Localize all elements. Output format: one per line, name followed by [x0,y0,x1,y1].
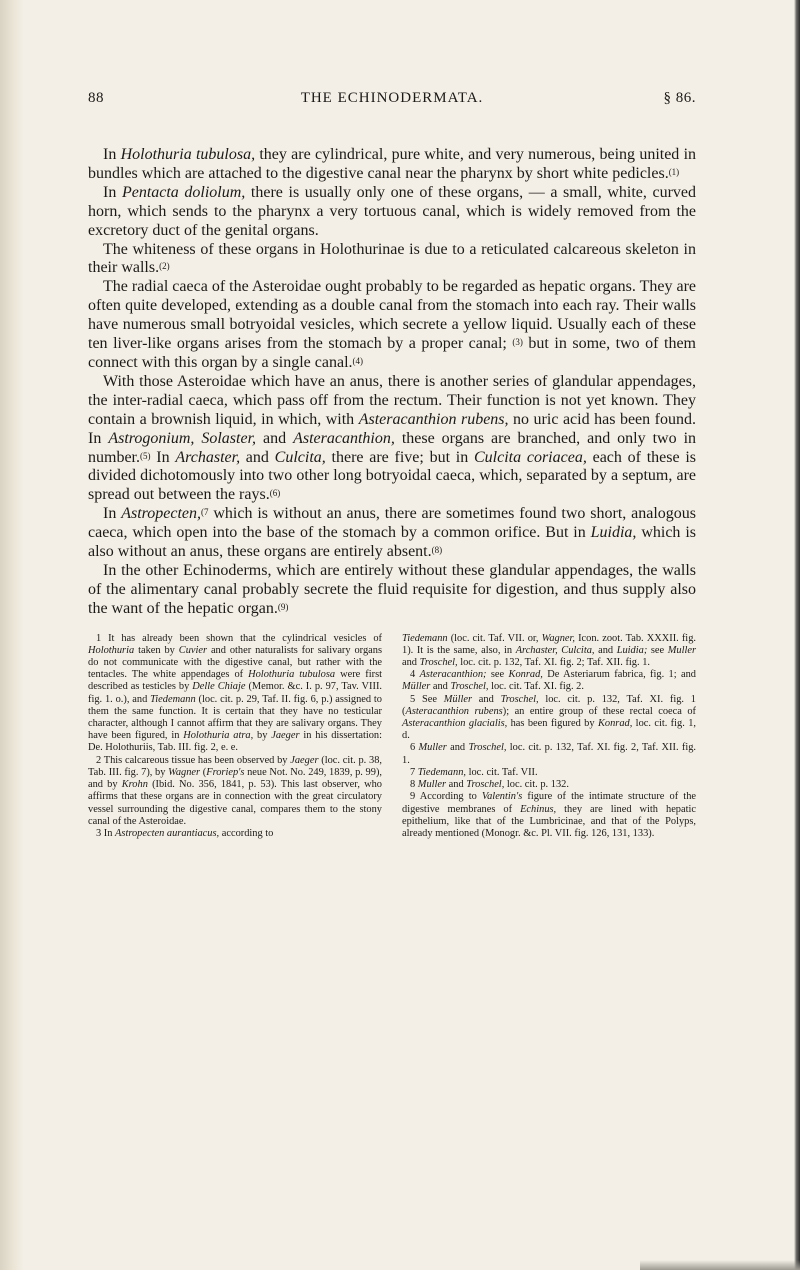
italic-text: Troschel, [419,657,458,669]
book-page [88,90,696,840]
text-run: and [472,693,501,705]
text-run: loc. cit. Taf. VII. [466,766,538,778]
footnote-reference: (4) [352,355,364,366]
paragraph [88,505,696,562]
text-run: they are cylindrical, pure white, and very numerous, being united in bundles which are attached to the digestive canal near the pharynx by short white pedicles. [88,146,697,182]
section-number: § 86. [663,90,696,106]
italic-text: Konrad, [508,669,543,681]
italic-text: Asteracanthion glacialis, [402,718,508,730]
text-run: they are lined with hepatic epithelium, like that of the Lumbricinae, and that of the Polyps, already mentioned (Monogr. &c. Pl. VII. fig. 126, 131, 133). [402,803,696,839]
text-run: loc. cit. p. 132, Taf. XI. fig. 1 ( [402,693,696,717]
footnote [402,633,696,670]
footnote-reference: (5) [140,450,151,461]
italic-text: Astrogonium, Solaster, [108,429,257,447]
text-run: there are five; but in [325,448,474,466]
paragraph [88,184,696,241]
italic-text: Luidia; [616,644,648,656]
italic-text: Asteracanthion; [419,669,487,681]
text-run: loc. cit. p. 132. [504,779,569,791]
italic-text: Delle Chiaje [192,681,246,693]
italic-text: Troschel, [450,681,489,693]
italic-text: Krohn [121,779,148,791]
text-run: (Memor. &c. I. p. 97, Tav. VIII. fig. 1. o.), and [88,681,383,705]
italic-text: Holothuria tubulosa, [120,146,256,163]
text-run: each of these is divided dichotomously into two other long botryoidal caeca, which, separated by a septum, are spread out between the rays. [88,448,697,504]
italic-text: Troschel, [466,779,505,791]
text-run: figure of the intimate structure of the digestive membranes of [402,791,696,815]
text-run: neue Not. No. 249, 1839, p. 99), and by [88,766,382,791]
footnote [402,694,696,743]
italic-text: Astropecten aurantiacus, [115,827,220,839]
text-run: according to [219,827,274,839]
main-text [88,146,696,619]
italic-text: Muller [417,779,447,791]
text-run: and [594,644,617,656]
text-run: 5 See [410,693,444,705]
italic-text: Müller [402,681,431,693]
text-run: The radial caeca of the Asteroidae ought probably to be regarded as hepatic organs. They are often quite developed, extending as a double canal from the stomach into each ray. Their walls have numerous small botryoidal vesicles, which secrete a yellow liquid. Usually each of these ten liver-like organs arises from the stomach by a proper canal; [88,278,696,353]
footnote [88,633,382,755]
footnote-reference: (6) [269,488,281,499]
text-run: loc. cit. fig. 1, d. [402,718,696,742]
text-run: there is usually only one of these organs, — a small, white, curved horn, which sends to the pharynx a very tortuous canal, which is widely removed from the excretory duct of the genital organs. [88,183,697,239]
text-run: and [256,429,294,447]
text-run: loc. cit. p. 132, Taf. XI. fig. 2; Taf. XII. fig. 1. [457,657,650,669]
text-run: and [240,448,275,466]
italic-text: Froriep's [206,766,245,778]
text-run: The whiteness of these organs in Holothurinae is due to a reticulated calcareous skeleton in their walls. [88,240,696,277]
italic-text: Muller [667,644,697,656]
text-run: ( [200,766,207,778]
text-run: and [446,742,469,754]
italic-text: Wagner [168,766,201,778]
text-run: In the other Echinoderms, which are entirely without these glandular appendages, the walls of the alimentary canal probably secrete the fluid requisite for digestion, and thus supply also the want of the hepatic organ. [88,561,696,617]
italic-text: Valentin's [481,791,523,803]
footnote [402,742,696,766]
running-title: THE ECHINODERMATA. [300,90,484,106]
running-header [88,90,696,116]
italic-text: Tiedemann, [417,766,466,778]
italic-text: Troschel, [500,693,539,705]
text-run: were first described as testicles by [88,669,383,693]
italic-text: Archaster, Culcita, [515,644,595,656]
footnote-reference: (9) [277,601,289,612]
italic-text: Cuvier [178,644,208,656]
text-run: (Ibid. No. 356, 1841, p. 53). This last observer, who affirms that these organs are in connection with the great circulatory vessel surrounding the digestive canal, compares them to the stony canal of the Asteroidae. [88,779,382,827]
text-run: no uric acid has been found. In [88,410,697,447]
text-run: Icon. zoot. Tab. XXXII. fig. 1). It is the same, also, in [402,632,696,656]
text-run: In [150,448,176,466]
italic-text: Astropecten, [121,505,202,523]
footnote [88,755,382,828]
footnote [402,779,696,791]
footnote [402,767,696,779]
footnote-reference: (2) [159,261,170,272]
text-run: loc. cit. p. 132, Taf. XI. fig. 2, Taf. XII. fig. 1. [402,742,697,766]
text-run: and [402,657,420,669]
text-run: and [446,779,467,791]
text-run: taken by [134,644,179,656]
italic-text: Jaeger [290,754,319,766]
text-run: 3 In [96,827,116,839]
footnote [402,791,696,840]
text-run: 1 It has already been shown that the cylindrical vesicles of [96,632,382,644]
paragraph [88,562,696,619]
page-edge [794,0,800,1270]
text-run: With those Asteroidae which have an anus, there is another series of glandular appendages, the inter-radial caeca, which pass off from the rectum. Their function is not yet known. They contain a brownish liquid, in which, with [88,372,696,428]
italic-text: Asteracanthion rubens [405,705,503,717]
text-run: 6 [410,742,419,754]
text-run: in his dissertation: De. Holothuriis, Tab. III. fig. 2, e. e. [88,730,383,754]
italic-text: Luidia, [590,524,637,542]
footnote [402,669,696,693]
text-run: (loc. cit. p. 38, Tab. III. fig. 7), by [88,754,382,778]
book-binding-shadow [0,0,24,1270]
italic-text: Culcita coriacea, [474,448,587,466]
text-run: by [253,730,272,742]
text-run: 8 [410,779,418,791]
paragraph [88,146,696,184]
text-run: 2 This calcareous tissue has been observed by [96,754,291,766]
italic-text: Holothuria [88,644,135,656]
text-run: 4 [410,669,420,681]
footnotes [88,633,696,840]
text-run: which is without an anus, there are sometimes found two short, analogous caeca, which open into the base of the stomach by a common orifice. But in [88,505,696,542]
italic-text: Muller [418,742,447,754]
italic-text: Echinus, [520,803,557,815]
footnotes-left-column [88,633,382,840]
text-run: and other naturalists for salivary organs do not communicate with the digestive canal, but rather with the tentacles. The white appendages of [88,644,382,681]
italic-text: Holothuria tubulosa [248,669,336,681]
page-number: 88 [88,90,104,106]
text-run: and [430,681,451,693]
footnote-reference: (1) [668,166,680,177]
paragraph [88,373,696,505]
italic-text: Troschel, [468,742,507,754]
italic-text: Tiedemann [150,693,196,705]
text-run: In [103,505,122,523]
page-corner-shadow [640,1260,800,1270]
text-run: (loc. cit. p. 29, Taf. II. fig. 6, p.) assigned to them the same function. It is certain that they have no testicular character, although I cannot affirm that they are salivary organs. They have been figured, in [88,693,382,742]
italic-text: Müller [443,693,473,705]
paragraph [88,278,696,373]
italic-text: Asteracanthion, [293,429,395,447]
paragraph [88,241,696,279]
text-run: In [103,146,121,163]
italic-text: Tiedemann [402,632,448,644]
text-run: ); an entire group of these rectal coeca of [502,705,697,717]
italic-text: Wagner, [541,632,576,644]
italic-text: Asteracanthion rubens, [358,410,509,428]
italic-text: Konrad, [597,718,633,730]
text-run: In [103,183,122,201]
text-run: these organs are branched, and only two in number. [88,429,697,466]
footnote [88,828,382,840]
italic-text: Holothuria atra, [183,730,254,742]
text-run: 7 [410,766,418,778]
text-run: 9 According to [410,791,482,803]
italic-text: Culcita, [274,448,326,466]
italic-text: Archaster, [175,448,241,466]
text-run: (loc. cit. Taf. VII. or, [447,632,542,644]
text-run: which is also without an anus, these organs are entirely absent. [88,524,696,561]
footnote-reference: (8) [431,545,443,556]
italic-text: Pentacta doliolum, [121,183,246,201]
footnote-reference: (3) [512,337,523,348]
text-run: but in some, two of them connect with this organ by a single canal. [88,335,697,371]
text-run: see [486,669,509,681]
footnote-reference: (7 [201,507,209,518]
text-run: De Asteriarum fabrica, fig. 1; and [542,669,696,681]
text-run: has been figured by [507,718,598,730]
text-run: see [647,644,668,656]
italic-text: Jaeger [271,730,300,742]
footnotes-right-column [402,633,696,840]
text-run: loc. cit. Taf. XI. fig. 2. [488,681,584,693]
